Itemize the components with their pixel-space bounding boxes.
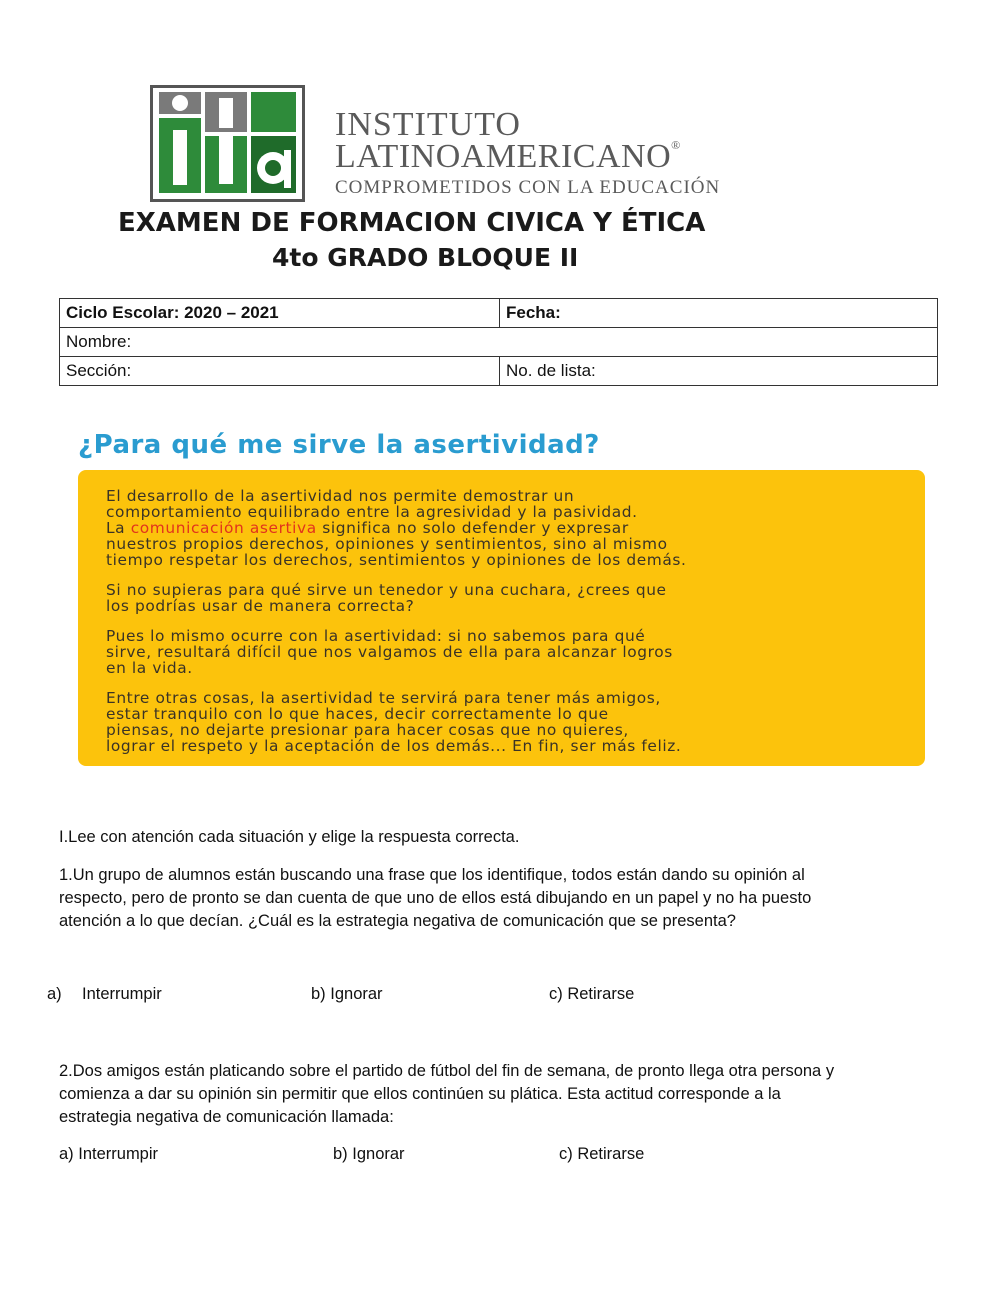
- section-cell[interactable]: Sección:: [60, 357, 500, 386]
- q1-option-c[interactable]: c) Retirarse: [549, 985, 635, 1003]
- ila-logo-icon: [153, 88, 302, 199]
- date-cell[interactable]: Fecha:: [500, 299, 938, 328]
- institution-name-line2: [335, 138, 681, 176]
- exam-title: EXAMEN DE FORMACION CIVICA Y ÉTICA: [118, 208, 706, 238]
- panel-line: estar tranquilo con lo que haces, decir correctamente lo que: [106, 705, 609, 723]
- panel-line: El desarrollo de la asertividad nos permite demostrar un: [106, 487, 575, 505]
- panel-line: [106, 520, 629, 536]
- instructions: I.Lee con atención cada situación y elige la respuesta correcta.: [59, 828, 520, 846]
- panel-text-segment: significa no solo defender y expresar: [316, 519, 629, 537]
- registered-mark: ®: [671, 138, 681, 152]
- panel-line: piensas, no dejarte presionar para hacer cosas que no quieres,: [106, 721, 629, 739]
- panel-text-segment: La: [106, 519, 131, 537]
- q1-option-a[interactable]: Interrumpir: [82, 985, 162, 1003]
- table-row: [60, 328, 938, 357]
- panel-line: en la vida.: [106, 659, 193, 677]
- institution-name-text: LATINOAMERICANO: [335, 138, 672, 175]
- name-cell[interactable]: Nombre:: [60, 328, 938, 357]
- panel-line: sirve, resultará difícil que nos valgamos de ella para alcanzar logros: [106, 643, 673, 661]
- panel-line: los podrías usar de manera correcta?: [106, 597, 415, 615]
- school-year-cell: Ciclo Escolar: 2020 – 2021: [60, 299, 500, 328]
- table-row: [60, 357, 938, 386]
- panel-line: comportamiento equilibrado entre la agresividad y la pasividad.: [106, 503, 638, 521]
- question-1-line: 1.Un grupo de alumnos están buscando una frase que los identifique, todos están dando su opinión al: [59, 866, 805, 884]
- question-1-line: atención a lo que decían. ¿Cuál es la estrategia negativa de comunicación que se presenta?: [59, 912, 736, 930]
- panel-line: Entre otras cosas, la asertividad te servirá para tener más amigos,: [106, 689, 661, 707]
- institution-name-line1: INSTITUTO: [335, 106, 521, 143]
- q2-option-b[interactable]: b) Ignorar: [333, 1145, 405, 1163]
- question-2-line: comienza a dar su opinión sin permitir que ellos continúen su plática. Esta actitud corresponde a la: [59, 1085, 781, 1103]
- question-1-line: respecto, pero de pronto se dan cuenta de que uno de ellos está dibujando en un papel y no ha puesto: [59, 889, 812, 907]
- question-2-line: estrategia negativa de comunicación llamada:: [59, 1108, 394, 1126]
- institution-logo: [150, 85, 305, 202]
- panel-line: Pues lo mismo ocurre con la asertividad: si no sabemos para qué: [106, 627, 646, 645]
- highlighted-term: comunicación asertiva: [130, 519, 317, 537]
- student-info-table: [59, 298, 938, 386]
- institution-tagline: COMPROMETIDOS CON LA EDUCACIÓN: [335, 177, 721, 198]
- q1-option-a-marker: a): [47, 985, 62, 1003]
- panel-title: ¿Para qué me sirve la asertividad?: [78, 430, 600, 460]
- panel-line: lograr el respeto y la aceptación de los demás... En fin, ser más feliz.: [106, 737, 682, 755]
- q2-option-a[interactable]: a) Interrumpir: [59, 1145, 159, 1163]
- panel-line: Si no supieras para qué sirve un tenedor y una cuchara, ¿crees que: [106, 581, 667, 599]
- panel-line: nuestros propios derechos, opiniones y sentimientos, sino al mismo: [106, 535, 668, 553]
- question-2-line: 2.Dos amigos están platicando sobre el partido de fútbol del fin de semana, de pronto llega otra persona y: [59, 1062, 835, 1080]
- table-row: [60, 299, 938, 328]
- panel-line: tiempo respetar los derechos, sentimientos y opiniones de los demás.: [106, 551, 687, 569]
- list-number-cell[interactable]: No. de lista:: [500, 357, 938, 386]
- q2-option-c[interactable]: c) Retirarse: [559, 1145, 645, 1163]
- q1-option-b[interactable]: b) Ignorar: [311, 985, 383, 1003]
- exam-subtitle: 4to GRADO BLOQUE II: [272, 243, 579, 272]
